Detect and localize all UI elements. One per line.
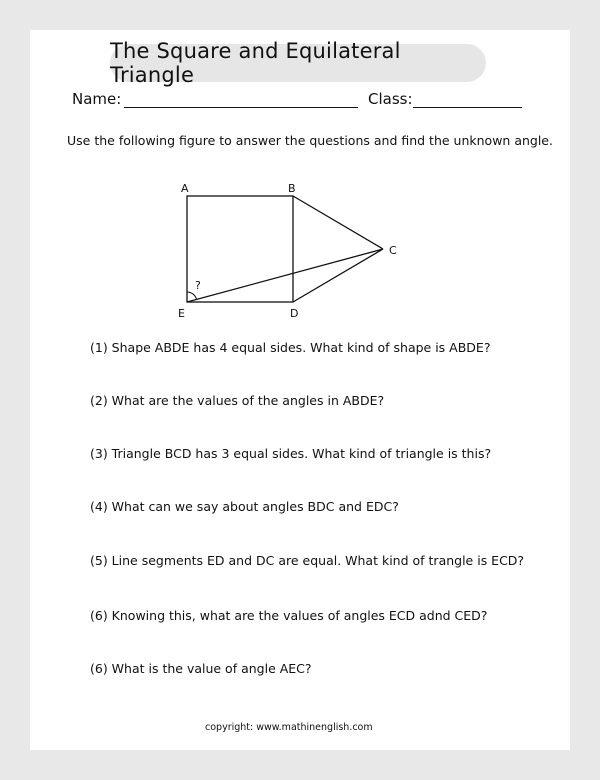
question-1: (1) Shape ABDE has 4 equal sides. What kind of shape is ABDE? [90,340,491,355]
angle-aec-arc [187,292,197,299]
vertex-label-a: A [181,182,189,195]
segment-dc [293,249,383,302]
copyright-footer: copyright: www.mathinenglish.com [205,722,373,733]
name-field[interactable] [124,107,358,108]
class-label: Class: [368,90,413,108]
instructions: Use the following figure to answer the questions and find the unknown angle. [67,133,553,148]
question-3: (3) Triangle BCD has 3 equal sides. What kind of triangle is this? [90,446,492,461]
question-4: (4) What can we say about angles BDC and EDC? [90,499,399,514]
vertex-label-c: C [389,244,397,257]
square-abde [187,196,293,302]
question-5: (5) Line segments ED and DC are equal. What kind of trangle is ECD? [90,553,525,568]
question-6: (6) Knowing this, what are the values of angles ECD adnd CED? [90,608,488,623]
vertex-label-e: E [178,307,185,320]
unknown-angle-label: ? [195,279,201,292]
title-text: The Square and Equilateral Triangle [110,39,401,87]
question-7: (6) What is the value of angle AEC? [90,661,312,676]
square-triangle-figure [170,176,420,326]
worksheet-title [110,39,486,87]
segment-bc [293,196,383,249]
question-2: (2) What are the values of the angles in ABDE? [90,393,385,408]
vertex-label-d: D [290,307,299,320]
vertex-label-b: B [288,182,296,195]
name-label: Name: [72,90,122,108]
segment-ec [187,249,383,302]
student-info-row [72,88,532,114]
class-field[interactable] [413,107,522,108]
